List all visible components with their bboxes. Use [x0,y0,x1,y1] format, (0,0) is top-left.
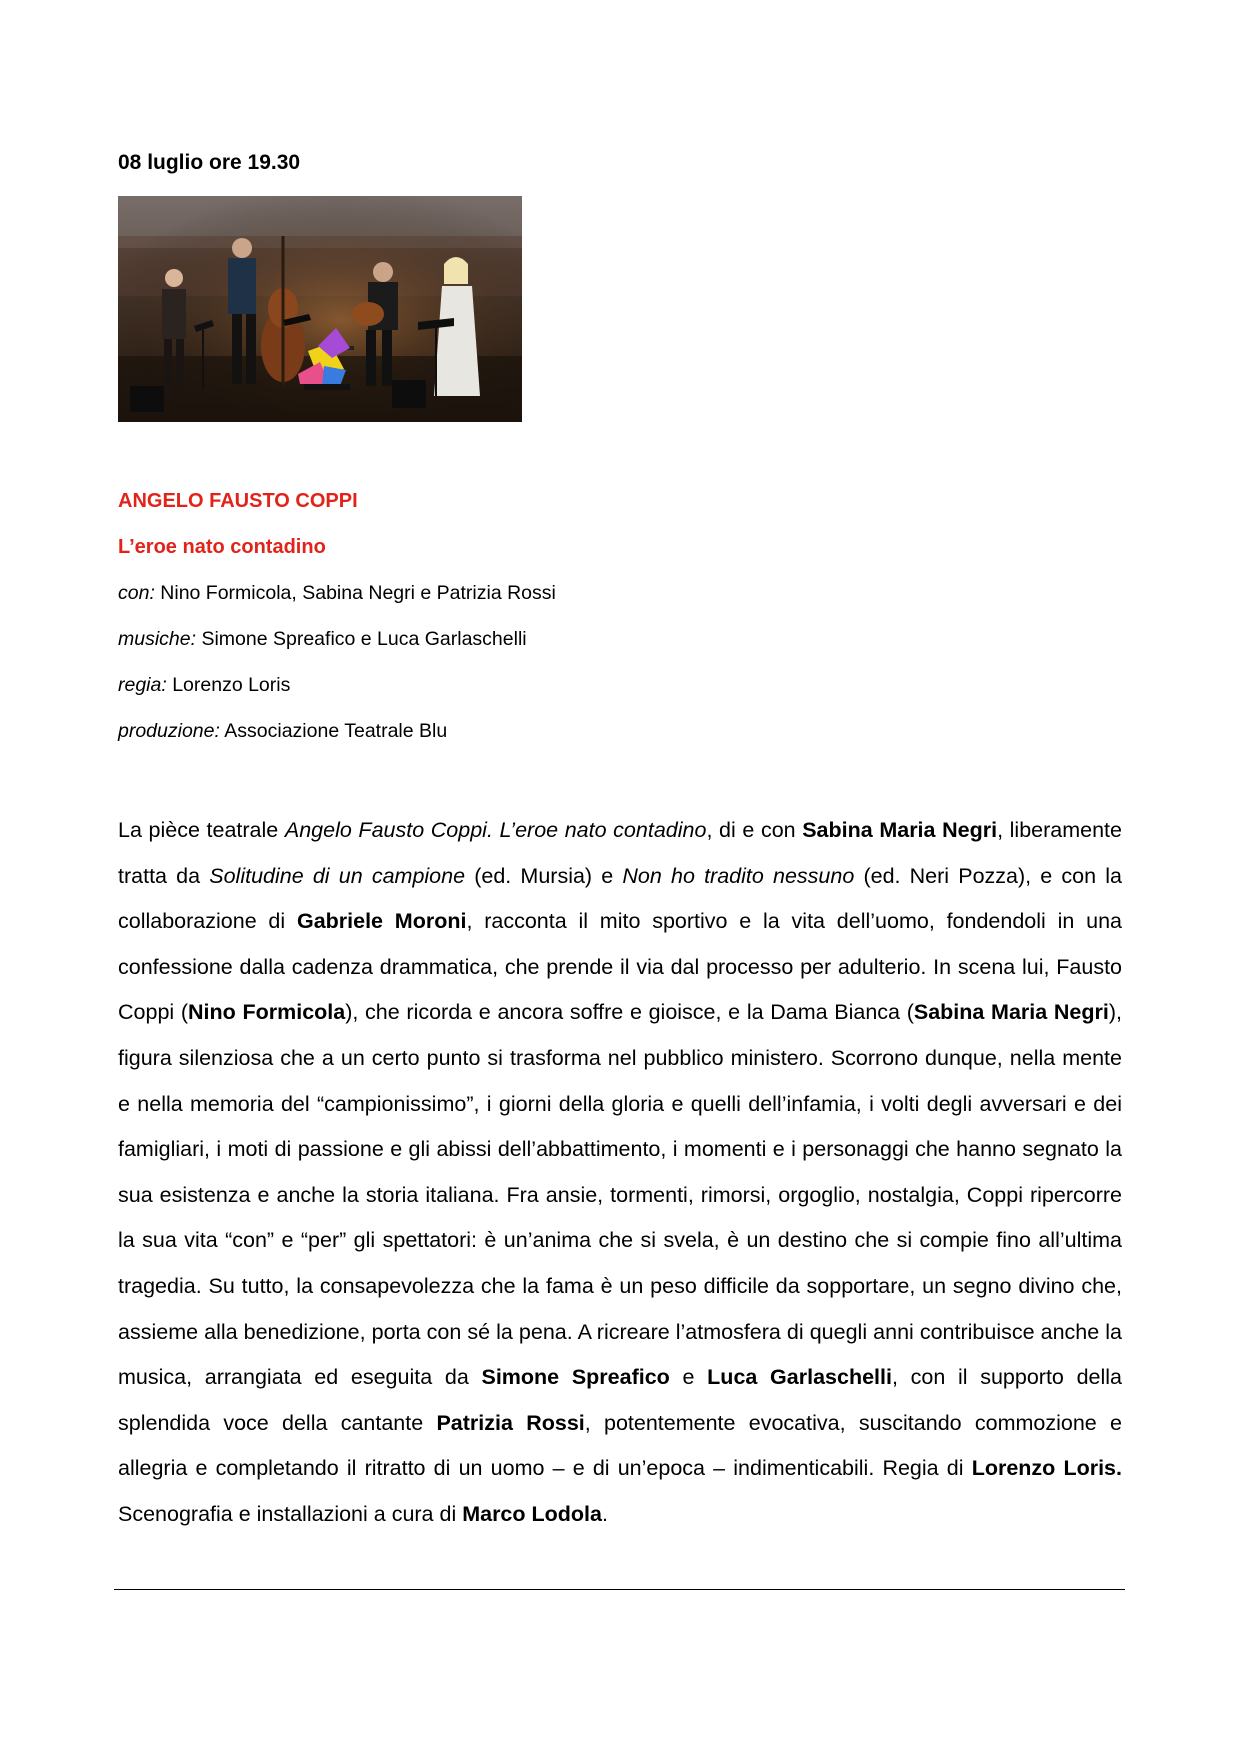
text-run: , con il supporto della splendida voce della cantante [118,1365,1123,1435]
text-run: , di e con [706,818,803,842]
credit-value: Associazione Teatrale Blu [224,720,448,742]
text-run: (ed. Neri Pozza), e con la collaborazione di [118,863,1122,934]
credit-cast [118,576,556,622]
text-run: , potentemente evocativa, suscitando commozione e allegria e completando il ritratto di un uomo – e di un’epoca – indimenticabili. Regia di [118,1410,1122,1481]
event-date-time: 08 luglio ore 19.30 [118,151,301,174]
show-subtitle: L’eroe nato contadino [118,536,326,558]
text-run: (ed. Mursia) e [465,863,623,888]
text-run-italic: Angelo Fausto Coppi. L’eroe nato contadino [284,818,707,842]
text-run: e [669,1365,708,1390]
text-run-bold: Luca Garlaschelli [707,1365,892,1390]
text-run-bold: Gabriele Moroni [296,909,467,934]
credit-value: Simone Spreafico e Luca Garlaschelli [201,628,527,650]
bottom-divider [114,1589,1125,1590]
text-run: , racconta il mito sportivo e la vita dell’uomo, fondendoli in una confessione dalla cadenza drammatica, che prende il via dal processo per adulterio. In scena lui, Fausto Coppi ( [118,909,1122,1025]
credit-role: musiche: [118,628,197,650]
credits-list [118,576,556,760]
text-run-italic: Solitudine di un campione [209,863,466,888]
credit-production [118,714,556,760]
text-run-bold: Marco Lodola [462,1501,602,1526]
text-run-bold: Sabina Maria Negri [913,1000,1109,1025]
text-run-bold: Nino Formicola [188,1000,346,1025]
text-run: . [601,1501,608,1526]
credit-role: con: [118,582,155,604]
text-run: La pièce teatrale [118,818,285,842]
show-description [118,808,1122,1538]
text-run-italic: Non ho tradito nessuno [622,863,855,888]
credit-music [118,622,556,668]
text-run-bold: Simone Spreafico [481,1365,670,1390]
show-title: ANGELO FAUSTO COPPI [118,490,358,512]
text-run: ), che ricorda e ancora soffre e gioisce, e la Dama Bianca ( [345,1000,914,1025]
text-run-bold: Lorenzo Loris. [971,1456,1122,1481]
text-run-bold: Sabina Maria Negri [802,818,998,842]
credit-direction [118,668,556,714]
credit-value: Nino Formicola, Sabina Negri e Patrizia Rossi [160,582,556,604]
credit-role: produzione: [118,720,220,742]
credit-value: Lorenzo Loris [172,674,291,696]
text-run: , liberamente tratta da [118,818,1122,888]
text-run: ), figura silenziosa che a un certo punto si trasforma nel pubblico ministero. Scorrono dunque, nella mente e nella memoria del “campionissimo”, i giorni della gloria e quelli dell’infamia, i volti degli avversari e dei famigliari, i moti di passione e gli abissi dell’abbattimento, i momenti e i personaggi che hanno segnato la sua esistenza e anche la storia italiana. Fra ansie, tormenti, rimorsi, orgoglio, nostalgia, Coppi ripercorre la sua vita “con” e “per” gli spettatori: è un’anima che si svela, è un destino che si compie fino all’ultima tragedia. Su tutto, la consapevolezza che la fama è un peso difficile da sopportare, un segno divino che, assieme alla benedizione, porta con sé la pena. A ricreare l’atmosfera di quegli anni contribuisce anche la musica, arrangiata ed eseguita da [118,1000,1123,1390]
text-run-bold: Patrizia Rossi [436,1410,585,1435]
credit-role: regia: [118,674,167,696]
stage-performance-photo [118,196,522,422]
text-run: Scenografia e installazioni a cura di [118,1501,463,1526]
